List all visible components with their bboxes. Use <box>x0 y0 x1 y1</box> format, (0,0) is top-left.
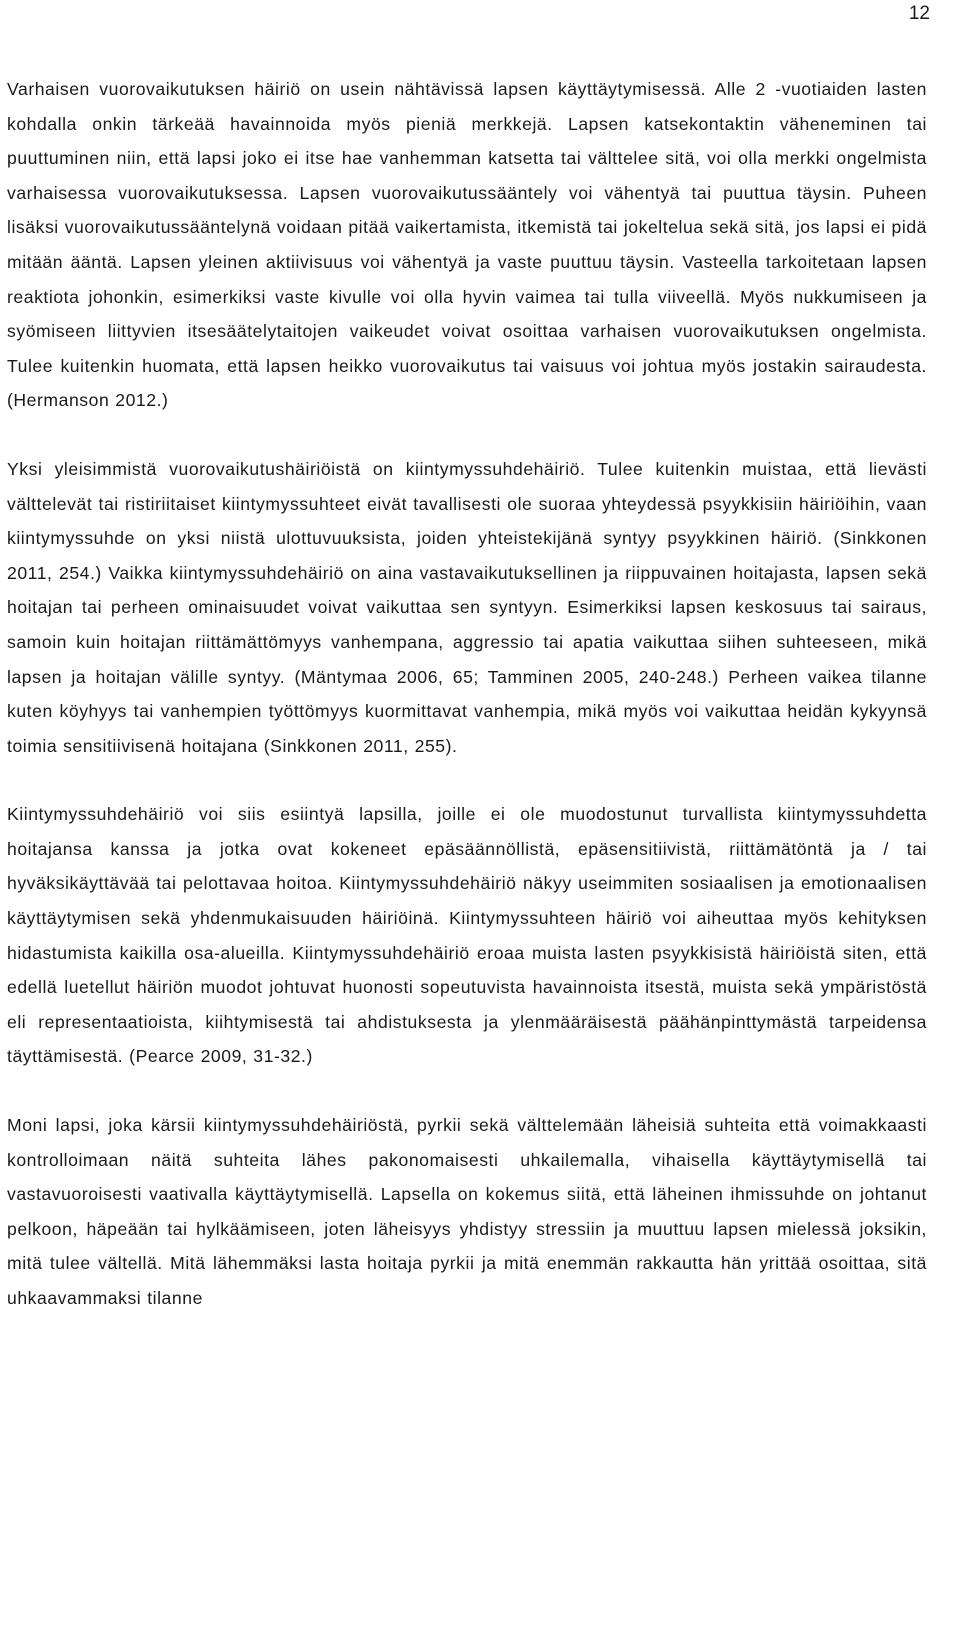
page-number: 12 <box>908 3 930 24</box>
document-body <box>7 72 927 1316</box>
paragraph-attachment-symptoms: Kiintymyssuhdehäiriö voi siis esiintyä lapsilla, joille ei ole muodostunut turvallista kiintymyssuhdetta hoitajansa kanssa ja jotka ovat kokeneet epäsäännöllistä, epäsensitiivistä, riittämätöntä ja / tai hyväksikäyttävää tai pelottavaa hoitoa. Kiintymyssuhdehäiriö näkyy useimmiten sosiaalisen ja emotionaalisen käyttäytymisen sekä yhdenmukaisuuden häiriöinä. Kiintymyssuhteen häiriö voi aiheuttaa myös kehityksen hidastumista kaikilla osa-alueilla. Kiintymyssuhdehäiriö eroaa muista lasten psyykkisistä häiriöistä siten, että edellä luetellut häiriön muodot johtuvat huonosti sopeutuvista havainnoista itsestä, muista sekä ympäristöstä eli representaatioista, kiihtymisestä tai ahdistuksesta ja ylenmääräisestä päähänpinttymästä tarpeidensa täyttämisestä. (Pearce 2009, 31-32.) <box>7 804 927 1067</box>
paragraph-early-interaction: Varhaisen vuorovaikutuksen häiriö on usein nähtävissä lapsen käyttäytymisessä. Alle 2 -vuotiaiden lasten kohdalla onkin tärkeää havainnoida myös pieniä merkkejä. Lapsen katsekontaktin väheneminen tai puuttuminen niin, että lapsi joko ei itse hae vanhemman katsetta tai välttelee sitä, voi olla merkki ongelmista varhaisessa vuorovaikutuksessa. Lapsen vuorovaikutussääntely voi vähentyä tai puuttua täysin. Puheen lisäksi vuorovaikutussääntelynä voidaan pitää vaikertamista, itkemistä tai jokeltelua sekä sitä, jos lapsi ei pidä mitään ääntä. Lapsen yleinen aktiivisuus voi vähentyä ja vaste puuttuu täysin. Vasteella tarkoitetaan lapsen reaktiota johonkin, esimerkiksi vaste kivulle voi olla hyvin vaimea tai tulla viiveellä. Myös nukkumiseen ja syömiseen liittyvien itsesäätelytaitojen vaikeudet voivat osoittaa varhaisen vuorovaikutuksen ongelmista. Tulee kuitenkin huomata, että lapsen heikko vuorovaikutus tai vaisuus voi johtua myös jostakin sairaudesta. (Hermanson 2012.) <box>7 79 927 411</box>
paragraph-attachment-disorder: Yksi yleisimmistä vuorovaikutushäiriöistä on kiintymyssuhdehäiriö. Tulee kuitenkin muistaa, että lievästi välttelevät tai ristiriitaiset kiintymyssuhteet eivät tavallisesti ole suoraa yhteydessä psyykkisiin häiriöihin, vaan kiintymyssuhde on yksi niistä ulottuvuuksista, joiden yhteistekijänä syntyy psyykkinen häiriö. (Sinkkonen 2011, 254.) Vaikka kiintymyssuhdehäiriö on aina vastavaikutuksellinen ja riippuvainen hoitajasta, lapsen sekä hoitajan tai perheen ominaisuudet voivat vaikuttaa sen syntyyn. Esimerkiksi lapsen keskosuus tai sairaus, samoin kuin hoitajan riittämättömyys vanhempana, aggressio tai apatia vaikuttaa siihen suhteeseen, mikä lapsen ja hoitajan välille syntyy. (Mäntymaa 2006, 65; Tamminen 2005, 240-248.) Perheen vaikea tilanne kuten köyhyys tai vanhempien työttömyys kuormittavat vanhempia, mikä myös voi vaikuttaa heidän kykyynsä toimia sensitiivisenä hoitajana (Sinkkonen 2011, 255). <box>7 458 927 756</box>
paragraph-avoidance-control: Moni lapsi, joka kärsii kiintymyssuhdehäiriöstä, pyrkii sekä välttelemään läheisiä suhteita että voimakkaasti kontrolloimaan näitä suhteita lähes pakonomaisesti uhkailemalla, vihaisella käyttäytymisellä tai vastavuoroisesti vaativalla käyttäytymisellä. Lapsella on kokemus siitä, että läheinen ihmissuhde on johtanut pelkoon, häpeään tai hylkäämiseen, joten läheisyys yhdistyy stressiin ja muuttuu lapsen mielessä joksikin, mitä tulee vältellä. Mitä lähemmäksi lasta hoitaja pyrkii ja mitä enemmän rakkautta hän yrittää osoittaa, sitä uhkaavammaksi tilanne <box>7 1115 927 1308</box>
